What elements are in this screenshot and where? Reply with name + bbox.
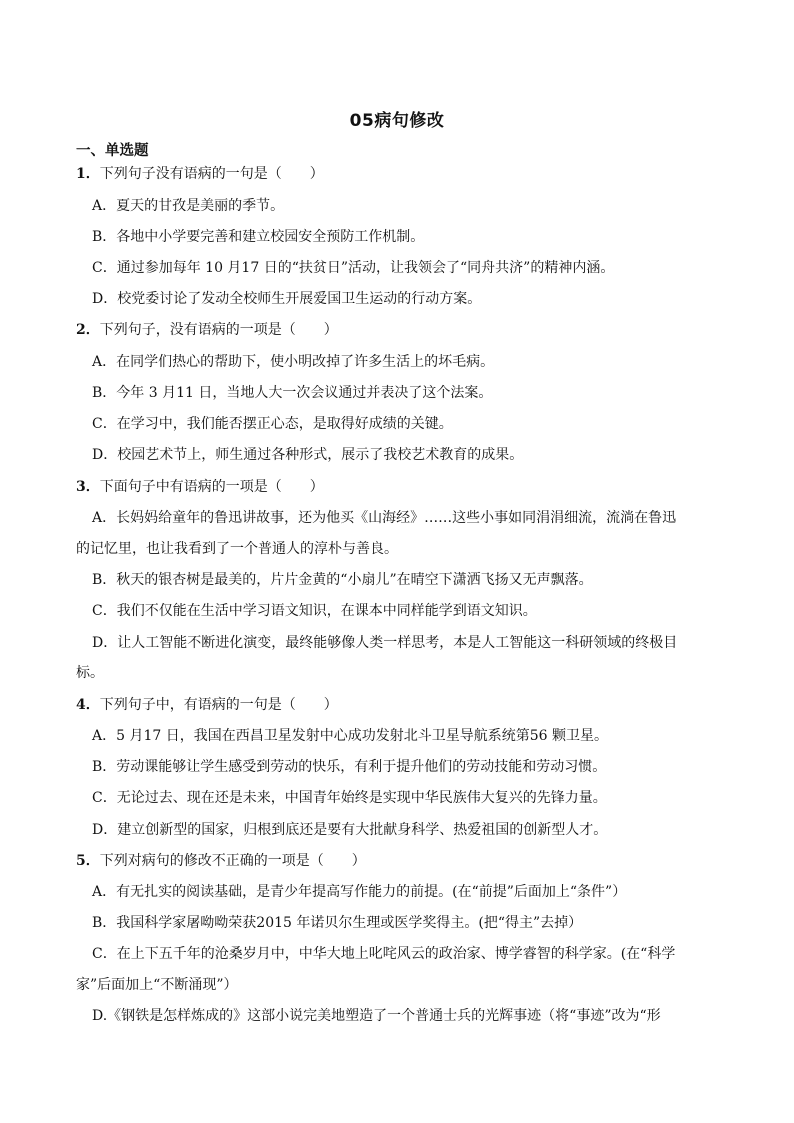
option-line: B．各地中小学要完善和建立校园安全预防工作机制。 bbox=[92, 229, 425, 245]
question-number: 1． bbox=[76, 166, 100, 182]
page-title: 05病句修改 bbox=[349, 111, 445, 131]
option-line: D．让人工智能不断进化演变，最终能够像人类一样思考，本是人工智能这一科研领域的终极目 bbox=[92, 635, 678, 651]
option-line: C．在学习中，我们能否摆正心态，是取得好成绩的关键。 bbox=[92, 416, 453, 432]
option-line: C．我们不仅能在生活中学习语文知识，在课本中同样能学到语文知识。 bbox=[92, 603, 537, 619]
question-number: 4． bbox=[76, 697, 100, 713]
option-line: A．夏天的甘孜是美丽的季节。 bbox=[92, 198, 285, 214]
option-line: A．有无扎实的阅读基础，是青少年提高写作能力的前提。(在“前提”后面加上“条件”） bbox=[92, 884, 627, 900]
option-line: A．长妈妈给童年的鲁迅讲故事，还为他买《山海经》……这些小事如同涓涓细流，流淌在鲁迅 bbox=[92, 510, 677, 526]
question-stem bbox=[76, 164, 324, 184]
option-line: A．在同学们热心的帮助下，使小明改掉了许多生活上的坏毛病。 bbox=[92, 354, 495, 370]
option-continuation: 的记忆里，也让我看到了一个普通人的淳朴与善良。 bbox=[76, 541, 398, 557]
question-text: 下列句子没有语病的一句是（ ） bbox=[99, 166, 324, 182]
question-number: 2． bbox=[76, 322, 100, 338]
option-line: C．通过参加每年 10 月17 日的“扶贫日”活动，让我领会了“同舟共济”的精神内涵。 bbox=[92, 260, 615, 276]
question-number: 5． bbox=[76, 853, 100, 869]
option-line: B．今年 3 月11 日，当地人大一次会议通过并表决了这个法案。 bbox=[92, 385, 493, 401]
option-continuation: 家”后面加上“不断涌现”） bbox=[76, 977, 238, 993]
option-line: A．5 月17 日，我国在西昌卫星发射中心成功发射北斗卫星导航系统第56 颗卫星。 bbox=[92, 728, 608, 744]
option-line: C．在上下五千年的沧桑岁月中，中华大地上叱咤风云的政治家、博学睿智的科学家。(在“科学 bbox=[92, 946, 676, 962]
section-heading: 一、单选题 bbox=[76, 143, 149, 159]
question-stem bbox=[76, 320, 338, 340]
option-line: D.《钢铁是怎样炼成的》这部小说完美地塑造了一个普通士兵的光辉事迹（将“事迹”改为“形 bbox=[92, 1008, 661, 1024]
option-line: B．我国科学家屠呦呦荣获2015 年诺贝尔生理或医学奖得主。(把“得主”去掉） bbox=[92, 915, 583, 931]
option-continuation: 标。 bbox=[76, 665, 104, 681]
question-text: 下列句子，没有语病的一项是（ ） bbox=[99, 322, 338, 338]
question-stem bbox=[76, 695, 338, 715]
question-text: 下面句子中有语病的一项是（ ） bbox=[99, 479, 324, 495]
option-line: D．建立创新型的国家，归根到底还是要有大批献身科学、热爱祖国的创新型人才。 bbox=[92, 822, 608, 838]
question-stem bbox=[76, 477, 324, 497]
question-stem bbox=[76, 851, 366, 871]
option-line: D．校党委讨论了发动全校师生开展爱国卫生运动的行动方案。 bbox=[92, 291, 482, 307]
question-number: 3． bbox=[76, 479, 100, 495]
option-line: B．劳动课能够让学生感受到劳动的快乐，有利于提升他们的劳动技能和劳动习惯。 bbox=[92, 759, 607, 775]
option-line: B．秋天的银杏树是最美的，片片金黄的“小扇儿”在晴空下潇洒飞扬又无声飘落。 bbox=[92, 572, 593, 588]
option-line: C．无论过去、现在还是未来，中国青年始终是实现中华民族伟大复兴的先锋力量。 bbox=[92, 790, 607, 806]
question-text: 下列对病句的修改不正确的一项是（ ） bbox=[99, 853, 366, 869]
question-text: 下列句子中，有语病的一句是（ ） bbox=[99, 697, 338, 713]
option-line: D．校园艺术节上，师生通过各种形式，展示了我校艺术教育的成果。 bbox=[92, 447, 524, 463]
